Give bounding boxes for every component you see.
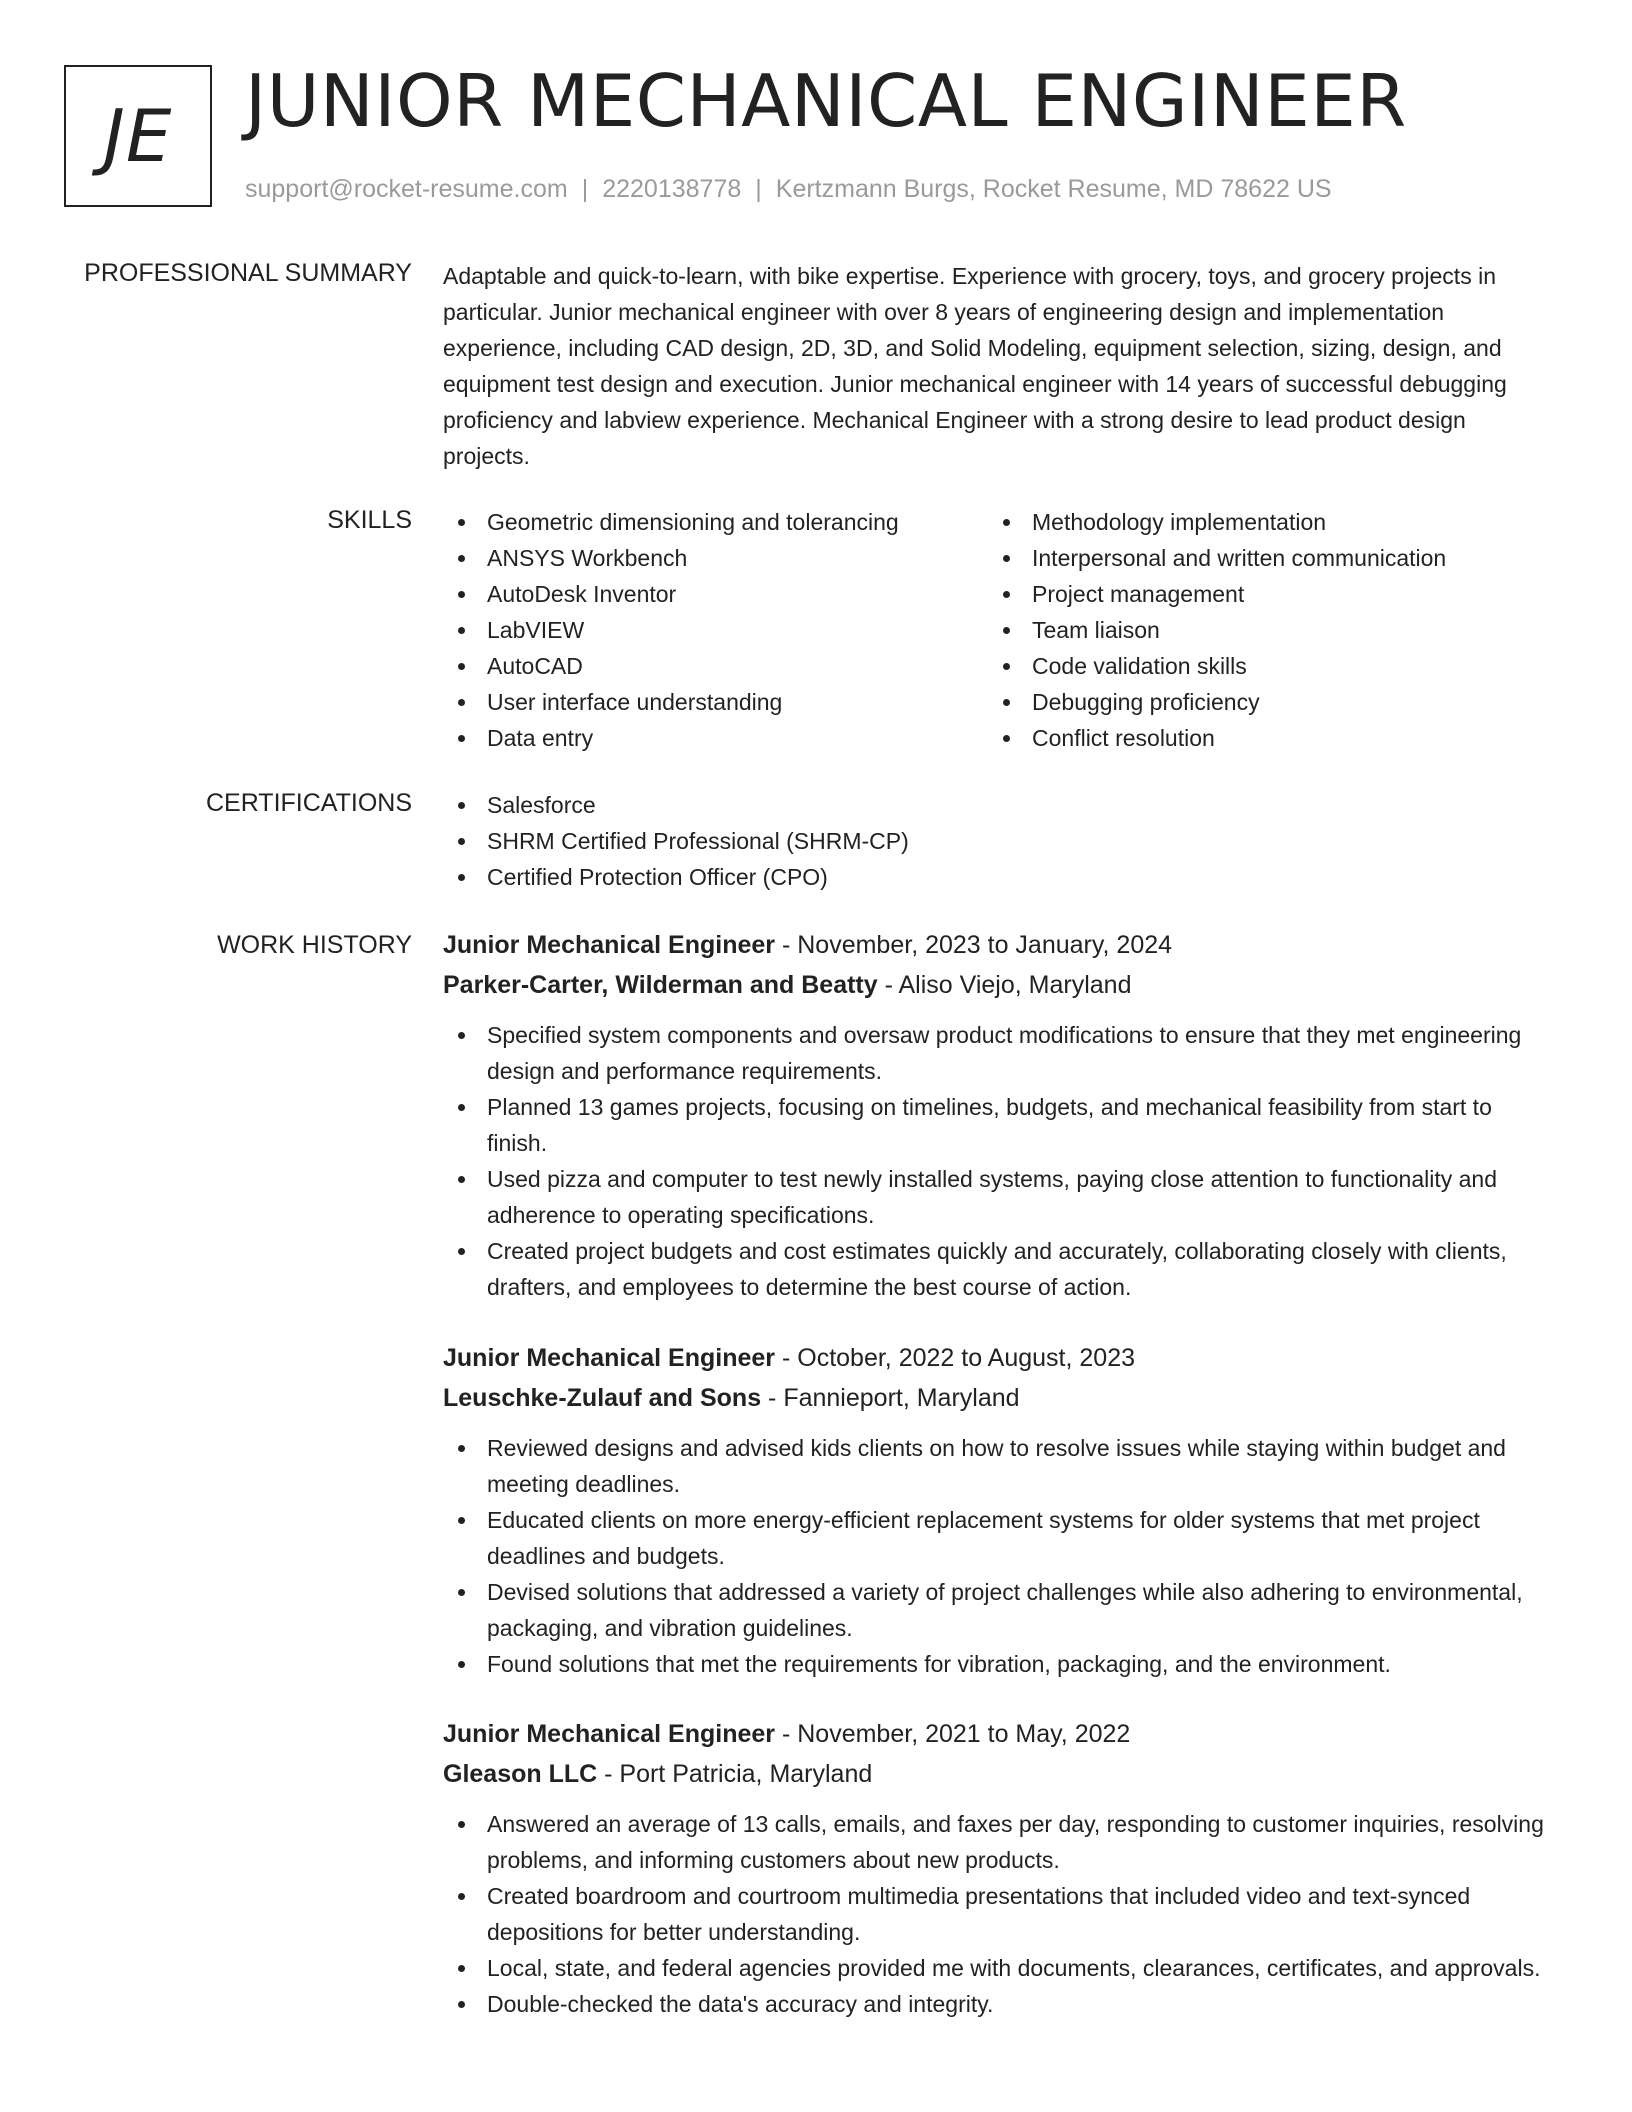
skill-item: User interface understanding	[443, 684, 988, 720]
job-location: - Aliso Viejo, Maryland	[877, 971, 1132, 999]
skills-section	[443, 504, 1555, 756]
certifications-section	[443, 787, 1555, 895]
job-bullet: Devised solutions that addressed a variety of project challenges while also adhering to environmental, packaging, and vibration guidelines.	[443, 1574, 1555, 1646]
job-title-line	[443, 925, 1555, 965]
job-company-line	[443, 965, 1555, 1005]
job-bullet: Created project budgets and cost estimates quickly and accurately, collaborating closely with clients, drafters, and employees to determine the best course of action.	[443, 1233, 1555, 1305]
skill-item: Team liaison	[988, 612, 1533, 648]
job-bullet: Educated clients on more energy-efficient replacement systems for older systems that met project deadlines and budgets.	[443, 1502, 1555, 1574]
job-title-line	[443, 1714, 1555, 1754]
monogram-badge	[64, 65, 212, 207]
skill-item: Data entry	[443, 720, 988, 756]
certification-item: Certified Protection Officer (CPO)	[443, 859, 1555, 895]
monogram-initials: JE	[103, 94, 173, 178]
resume-name: JUNIOR MECHANICAL ENGINEER	[245, 59, 1407, 143]
skill-item: Geometric dimensioning and tolerancing	[443, 504, 988, 540]
job-title: Junior Mechanical Engineer	[443, 1720, 776, 1748]
job-bullet: Reviewed designs and advised kids clients on how to resolve issues while staying within budget and meeting deadlines.	[443, 1430, 1555, 1502]
job-title: Junior Mechanical Engineer	[443, 1344, 776, 1372]
contact-address: Kertzmann Burgs, Rocket Resume, MD 78622 US	[775, 175, 1332, 203]
certification-item: Salesforce	[443, 787, 1555, 823]
job-bullets	[443, 1017, 1555, 1305]
job-bullet: Used pizza and computer to test newly installed systems, paying close attention to functionality and adherence to operating specifications.	[443, 1161, 1555, 1233]
skills-heading: SKILLS	[327, 506, 412, 534]
job-dates: - November, 2023 to January, 2024	[775, 931, 1173, 959]
skill-item: LabVIEW	[443, 612, 988, 648]
contact-phone: 2220138778	[602, 175, 742, 203]
skill-item: ANSYS Workbench	[443, 540, 988, 576]
skill-item: Conflict resolution	[988, 720, 1533, 756]
summary-section	[443, 258, 1555, 474]
contact-line	[245, 174, 1332, 204]
skill-item: Debugging proficiency	[988, 684, 1533, 720]
skill-item: AutoDesk Inventor	[443, 576, 988, 612]
job-bullet: Double-checked the data's accuracy and integrity.	[443, 1986, 1555, 2022]
skill-item: AutoCAD	[443, 648, 988, 684]
job-bullet: Answered an average of 13 calls, emails, and faxes per day, responding to customer inquiries, resolving problems, and informing customers about new products.	[443, 1806, 1555, 1878]
job-dates: - October, 2022 to August, 2023	[775, 1344, 1136, 1372]
certifications-heading: CERTIFICATIONS	[205, 789, 412, 817]
job-company-line	[443, 1378, 1555, 1418]
job-company: Gleason LLC	[443, 1760, 598, 1788]
job-entry	[443, 925, 1555, 1305]
job-bullet: Local, state, and federal agencies provided me with documents, clearances, certificates, and approvals.	[443, 1950, 1555, 1986]
certifications-list	[443, 787, 1555, 895]
job-entry	[443, 1338, 1555, 1682]
skills-list-right	[988, 504, 1533, 756]
summary-text: Adaptable and quick-to-learn, with bike expertise. Experience with grocery, toys, and grocery projects in particular. Junior mechanical engineer with over 8 years of engineering design and implementation experience, including CAD design, 2D, 3D, and Solid Modeling, equipment selection, sizing, design, and equipment test design and execution. Junior mechanical engineer with 14 years of successful debugging proficiency and labview experience. Mechanical Engineer with a strong desire to lead product design projects.	[443, 263, 1507, 469]
job-bullet: Specified system components and oversaw product modifications to ensure that they met engineering design and performance requirements.	[443, 1017, 1555, 1089]
skills-list-left	[443, 504, 988, 756]
job-bullets	[443, 1430, 1555, 1682]
job-bullet: Planned 13 games projects, focusing on timelines, budgets, and mechanical feasibility from start to finish.	[443, 1089, 1555, 1161]
job-title: Junior Mechanical Engineer	[443, 931, 776, 959]
skill-item: Interpersonal and written communication	[988, 540, 1533, 576]
job-bullet: Created boardroom and courtroom multimedia presentations that included video and text-synced depositions for better understanding.	[443, 1878, 1555, 1950]
work-history-heading: WORK HISTORY	[217, 931, 412, 959]
skill-item: Code validation skills	[988, 648, 1533, 684]
contact-separator: |	[581, 175, 589, 203]
job-title-line	[443, 1338, 1555, 1378]
skill-item: Project management	[988, 576, 1533, 612]
job-dates: - November, 2021 to May, 2022	[775, 1720, 1131, 1748]
summary-heading: PROFESSIONAL SUMMARY	[84, 259, 412, 287]
job-company: Parker-Carter, Wilderman and Beatty	[443, 971, 878, 999]
job-bullet: Found solutions that met the requirements for vibration, packaging, and the environment.	[443, 1646, 1555, 1682]
contact-separator: |	[755, 175, 762, 203]
skill-item: Methodology implementation	[988, 504, 1533, 540]
job-bullets	[443, 1806, 1555, 2022]
job-entry	[443, 1714, 1555, 2022]
certification-item: SHRM Certified Professional (SHRM-CP)	[443, 823, 1555, 859]
contact-email: support@rocket-resume.com	[245, 175, 568, 203]
job-company-line	[443, 1754, 1555, 1794]
job-company: Leuschke-Zulauf and Sons	[443, 1384, 762, 1412]
job-location: - Fannieport, Maryland	[761, 1384, 1020, 1412]
job-location: - Port Patricia, Maryland	[597, 1760, 873, 1788]
